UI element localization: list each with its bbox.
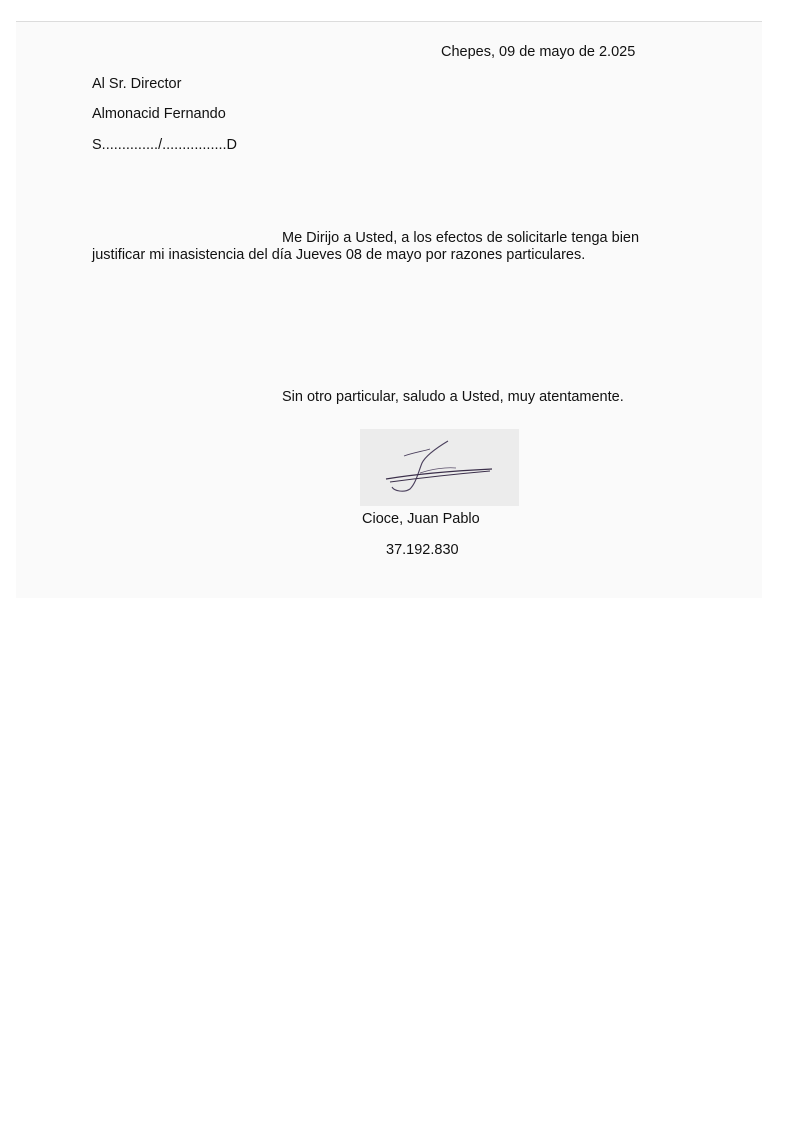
letter-body: Me Dirijo a Usted, a los efectos de solicitarle tenga bien justificar mi inasistencia del día Jueves 08 de mayo por razones particulares. (92, 230, 640, 263)
signer-id-number: 37.192.830 (386, 542, 459, 558)
recipient-title: Al Sr. Director (92, 76, 182, 92)
signature-image (360, 429, 519, 506)
signature-icon (360, 429, 519, 506)
letter-closing: Sin otro particular, saludo a Usted, muy atentamente. (282, 389, 624, 405)
place-date: Chepes, 09 de mayo de 2.025 (441, 44, 636, 60)
recipient-name: Almonacid Fernando (92, 106, 226, 122)
signer-name: Cioce, Juan Pablo (362, 511, 480, 527)
recipient-sd: S............../................D (92, 137, 238, 153)
